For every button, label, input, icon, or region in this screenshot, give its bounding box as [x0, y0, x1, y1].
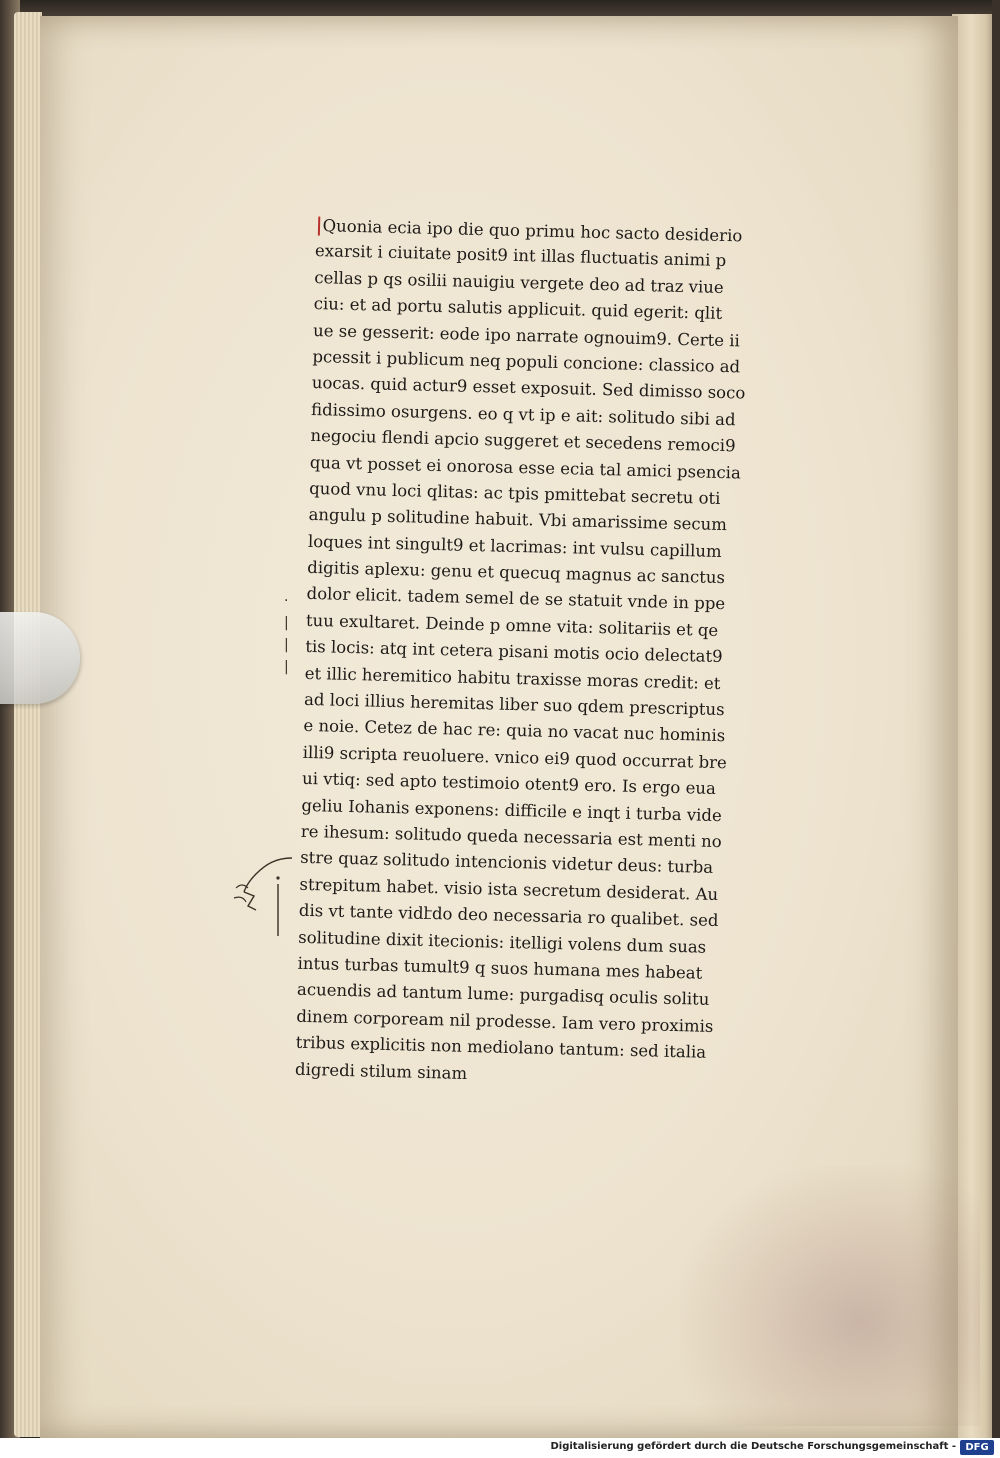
text-line: e noie. Cetez de hac re: quia no vacat nuc hominis [303, 716, 726, 746]
text-line: ad loci illius heremitas liber suo qdem prescriptus [303, 689, 725, 720]
text-line: ciu: et ad portu salutis applicuit. quid egerit: qlit [313, 294, 723, 324]
text-line: dis vt tante vidէdo deo necessaria ro qualibet. sed [298, 900, 719, 931]
text-line: quod vnu loci qlitas: ac tpis pmittebat secretu oti [309, 478, 721, 508]
text-line: fidissimo osurgens. eo q vt ip e ait: solitudo sibi ad [310, 399, 736, 430]
text-line: geliu Iohanis exponens: difficile e inqt i turba vide [301, 795, 722, 825]
margin-annotation-manicule-icon [226, 852, 296, 942]
page-stain [680, 1166, 980, 1426]
text-line: tuu exultaret. Deinde p omne vita: solitariis et qe [305, 610, 719, 640]
dfg-logo: DFG [960, 1440, 994, 1455]
text-line: exarsit i ciuitate posit9 int illas fluctuatis animi p [314, 241, 727, 271]
margin-annotation-bracket: · | | | [284, 593, 289, 675]
text-line: dinem corpoream nil prodesse. Iam vero proximis [296, 1006, 714, 1036]
text-line: tis locis: atq int cetera pisani motis ocio delectat9 [305, 637, 723, 667]
text-line: intus turbas tumult9 q suos humana mes habeat [297, 953, 703, 983]
incunable-text-block [295, 212, 826, 1095]
text-line: tribus explicitis non mediolano tantum: sed italia [295, 1032, 707, 1062]
text-line: qua vt posset ei onorosa esse ecia tal amici psencia [309, 452, 742, 482]
text-line: uocas. quid actur9 esset exposuit. Sed dimisso soco [311, 373, 746, 403]
text-line: re ihesum: solitudo queda necessaria est menti no [300, 821, 722, 852]
text-line: solitudine dixit itecionis: itelligi volens dum suas [298, 927, 707, 957]
book-cover-right [992, 0, 1000, 1440]
text-line: cellas p qs osilii nauigiu vergete deo ad traz viue [314, 267, 724, 297]
funding-credit: Digitalisierung gefördert durch die Deutsche Forschungsgemeinschaft - [550, 1441, 956, 1452]
text-line: ue se gesserit: eode ipo narrate ognouim9. Certe ii [312, 320, 741, 350]
text-line: loques int singult9 et lacrimas: int vulsu capillum [307, 531, 722, 561]
text-line: pcessit i publicum neq populi concione: classico ad [312, 346, 741, 377]
text-line: strepitum habet. visio ista secretum desiderat. Au [299, 874, 719, 904]
page-edges-left [14, 12, 42, 1437]
text-line: stre quaz solitudo intencionis videtur deus: turba [299, 848, 714, 878]
rubricated-initial: | [315, 213, 323, 237]
text-line: acuendis ad tantum lume: purgadisq oculis solitu [296, 980, 710, 1010]
text-line: ui vtiq: sed apto testimoio otent9 ero. Is ergo eua [301, 769, 717, 799]
text-line: illi9 scripta reuoluere. vnico ei9 quod occurrat bre [302, 742, 728, 773]
text-line-content: Quonia ecia ipo die quo primu hoc sacto desiderio [322, 216, 743, 246]
text-line: digitis aplexu: genu et quecuq magnus ac sanctus [307, 557, 726, 588]
text-line: angulu p solitudine habuit. Vbi amarissime secum [308, 505, 728, 535]
text-line: et illic heremitico habitu traxisse moras credit: et [304, 663, 721, 693]
text-line: dolor elicit. tadem semel de se statuit vnde in ppe [306, 584, 726, 614]
text-line: negociu flendi apcio suggeret et secedens remoci9 [310, 426, 736, 456]
text-line: digredi stilum sinam [294, 1059, 468, 1083]
